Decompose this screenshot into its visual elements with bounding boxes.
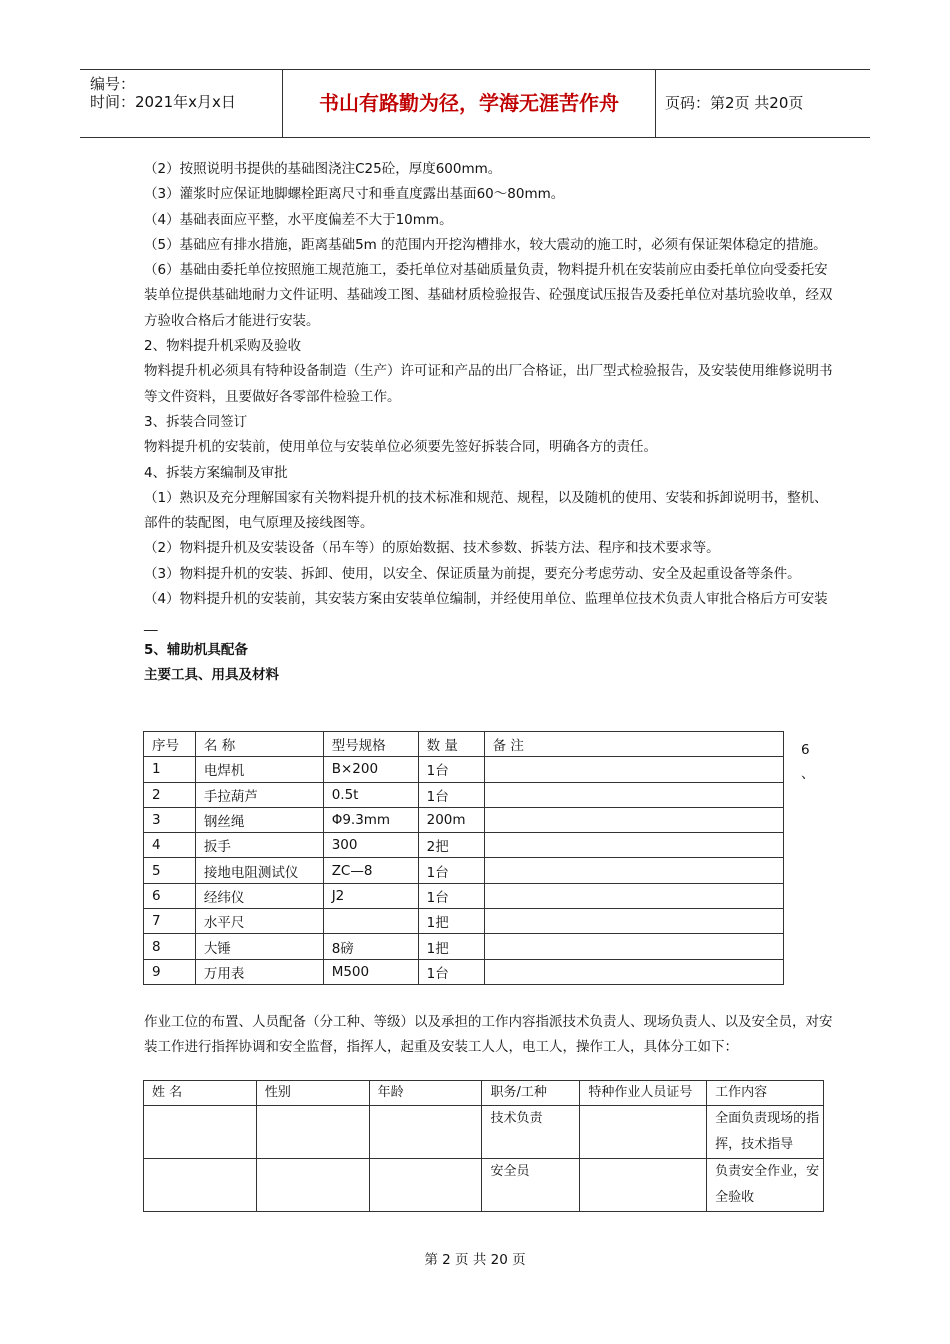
table-cell: 8磅 bbox=[323, 934, 418, 959]
table-cell bbox=[484, 782, 783, 807]
section-heading: 2、物料提升机采购及验收 bbox=[144, 338, 302, 355]
table-cell: 1把 bbox=[418, 934, 484, 959]
table-cell: M500 bbox=[323, 959, 418, 984]
table-cell bbox=[323, 909, 418, 934]
side-mark bbox=[801, 738, 815, 786]
table-header-cell: 型号规格 bbox=[323, 732, 418, 757]
table-cell: 3 bbox=[144, 807, 196, 832]
table-header-cell: 年龄 bbox=[369, 1081, 482, 1106]
paragraph: （6）基础由委托单位按照施工规范施工，委托单位对基础质量负责，物料提升机在安装前应由委托单位向受委托安装单位提供基础地耐力文件证明、基础竣工图、基础材质检验报告、砼强度试压报告及委托单位对基坑验收单，经双方验收合格后才能进行安装。 bbox=[144, 262, 833, 329]
table-cell: 4 bbox=[144, 833, 196, 858]
table-cell bbox=[484, 858, 783, 883]
paragraph: （1）熟识及充分理解国家有关物料提升机的技术标准和规范、规程，以及随机的使用、安装和拆卸说明书，整机、部件的装配图，电气原理及接线图等。 bbox=[144, 489, 828, 532]
table-cell: 7 bbox=[144, 909, 196, 934]
paragraph: （2）物料提升机及安装设备（吊车等）的原始数据、技术参数、拆装方法、程序和技术要求等。 bbox=[144, 540, 720, 557]
table-cell: 1台 bbox=[418, 782, 484, 807]
table-cell: J2 bbox=[323, 883, 418, 908]
table-row bbox=[144, 807, 784, 832]
table-cell: 万用表 bbox=[195, 959, 323, 984]
table-cell bbox=[484, 757, 783, 782]
table-cell: 大锤 bbox=[195, 934, 323, 959]
header-meta bbox=[80, 70, 282, 137]
table-header-cell: 工作内容 bbox=[707, 1081, 824, 1106]
body-text bbox=[144, 157, 834, 688]
page-footer: 第 2 页 共 20 页 bbox=[424, 1252, 526, 1268]
table-row bbox=[144, 1159, 824, 1212]
table-cell bbox=[484, 959, 783, 984]
table-cell: 钢丝绳 bbox=[195, 807, 323, 832]
table-cell bbox=[144, 1106, 257, 1159]
table-cell: B×200 bbox=[323, 757, 418, 782]
table-cell: 扳手 bbox=[195, 833, 323, 858]
staff-intro: 作业工位的布置、人员配备（分工种、等级）以及承担的工作内容指派技术负责人、现场负责人、以及安全员，对安装工作进行指挥协调和安全监督，指挥人，起重及安装工人人，电工人，操作工人，具体分工如下： bbox=[144, 1014, 833, 1056]
table-row bbox=[144, 757, 784, 782]
table-header-cell: 备 注 bbox=[484, 732, 783, 757]
header-motto: 书山有路勤为径，学海无涯苦作舟 bbox=[282, 70, 656, 137]
table-cell: 1台 bbox=[418, 858, 484, 883]
table-cell: 电焊机 bbox=[195, 757, 323, 782]
table-cell: 200m bbox=[418, 807, 484, 832]
side-mark-comma: 、 bbox=[801, 766, 815, 782]
table-cell: 经纬仪 bbox=[195, 883, 323, 908]
table-cell: 1 bbox=[144, 757, 196, 782]
table-cell: 0.5t bbox=[323, 782, 418, 807]
paragraph: （4）物料提升机的安装前，其安装方案由安装单位编制，并经使用单位、监理单位技术负责人审批合格后方可安装__ bbox=[144, 591, 828, 633]
tools-table-header-row bbox=[144, 732, 784, 757]
table-cell bbox=[256, 1106, 369, 1159]
table-row bbox=[144, 934, 784, 959]
table-cell bbox=[369, 1159, 482, 1212]
table-header-cell: 序号 bbox=[144, 732, 196, 757]
table-cell: 全面负责现场的指挥，技术指导 bbox=[707, 1106, 824, 1159]
page-header bbox=[80, 69, 870, 138]
tools-table-title: 主要工具、用具及材料 bbox=[144, 666, 279, 683]
table-cell: 安全员 bbox=[482, 1159, 580, 1212]
table-row bbox=[144, 883, 784, 908]
table-header-cell: 名 称 bbox=[195, 732, 323, 757]
table-cell: 300 bbox=[323, 833, 418, 858]
paragraph: （4）基础表面应平整，水平度偏差不大于10mm。 bbox=[144, 211, 453, 228]
tools-table bbox=[143, 731, 784, 985]
table-header-cell: 特种作业人员证号 bbox=[580, 1081, 707, 1106]
table-cell: 手拉葫芦 bbox=[195, 782, 323, 807]
table-row bbox=[144, 858, 784, 883]
table-cell bbox=[484, 883, 783, 908]
section-heading: 4、拆装方案编制及审批 bbox=[144, 464, 288, 481]
table-cell bbox=[256, 1159, 369, 1212]
paragraph: （2）按照说明书提供的基础图浇注C25砼，厚度600mm。 bbox=[144, 161, 502, 177]
paragraph: （3）灌浆时应保证地脚螺栓距离尺寸和垂直度露出基面60～80mm。 bbox=[144, 186, 565, 203]
table-cell bbox=[484, 807, 783, 832]
table-header-cell: 职务/工种 bbox=[482, 1081, 580, 1106]
table-header-cell: 姓 名 bbox=[144, 1081, 257, 1106]
paragraph: 物料提升机必须具有特种设备制造（生产）许可证和产品的出厂合格证，出厂型式检验报告，及安装使用维修说明书等文件资料，且要做好各零部件检验工作。 bbox=[144, 363, 833, 405]
table-header-cell: 数 量 bbox=[418, 732, 484, 757]
table-header-cell: 性别 bbox=[256, 1081, 369, 1106]
table-cell: 8 bbox=[144, 934, 196, 959]
table-cell: 1台 bbox=[418, 883, 484, 908]
doc-time-label: 时间：2021年x月x日 bbox=[90, 93, 236, 111]
table-cell: 6 bbox=[144, 883, 196, 908]
table-row bbox=[144, 833, 784, 858]
side-mark-number: 6 bbox=[801, 742, 810, 758]
paragraph: （5）基础应有排水措施，距离基础5m 的范围内开挖沟槽排水，较大震动的施工时，必须有保证架体稳定的措施。 bbox=[144, 236, 827, 253]
table-cell: 负责安全作业，安全验收 bbox=[707, 1159, 824, 1212]
table-cell: 技术负责 bbox=[482, 1106, 580, 1159]
section5-heading: 5、辅助机具配备 bbox=[144, 641, 248, 658]
table-cell bbox=[144, 1159, 257, 1212]
table-cell bbox=[580, 1106, 707, 1159]
table-row bbox=[144, 782, 784, 807]
staff-table-header-row bbox=[144, 1081, 824, 1106]
table-cell bbox=[580, 1159, 707, 1212]
table-cell bbox=[484, 934, 783, 959]
table-cell bbox=[369, 1106, 482, 1159]
table-cell: 1台 bbox=[418, 757, 484, 782]
table-cell: ZC—8 bbox=[323, 858, 418, 883]
table-cell: 1把 bbox=[418, 909, 484, 934]
table-cell bbox=[484, 833, 783, 858]
doc-number-label: 编号： bbox=[90, 75, 136, 93]
table-cell bbox=[484, 909, 783, 934]
table-cell: 2 bbox=[144, 782, 196, 807]
table-cell: 2把 bbox=[418, 833, 484, 858]
paragraph: 物料提升机的安装前，使用单位与安装单位必须要先签好拆装合同，明确各方的责任。 bbox=[144, 439, 657, 456]
staff-intro-block bbox=[144, 1010, 834, 1061]
paragraph: （3）物料提升机的安装、拆卸、使用，以安全、保证质量为前提，要充分考虑劳动、安全及起重设备等条件。 bbox=[144, 565, 801, 582]
table-cell: Φ9.3mm bbox=[323, 807, 418, 832]
table-cell: 接地电阻测试仪 bbox=[195, 858, 323, 883]
table-cell: 水平尺 bbox=[195, 909, 323, 934]
table-cell: 1台 bbox=[418, 959, 484, 984]
table-cell: 5 bbox=[144, 858, 196, 883]
section-heading: 3、拆装合同签订 bbox=[144, 413, 248, 430]
table-cell: 9 bbox=[144, 959, 196, 984]
table-row bbox=[144, 909, 784, 934]
table-row bbox=[144, 1106, 824, 1159]
header-page-label: 页码：第2页 共20页 bbox=[665, 94, 804, 112]
table-row bbox=[144, 959, 784, 984]
staff-table bbox=[143, 1080, 824, 1212]
